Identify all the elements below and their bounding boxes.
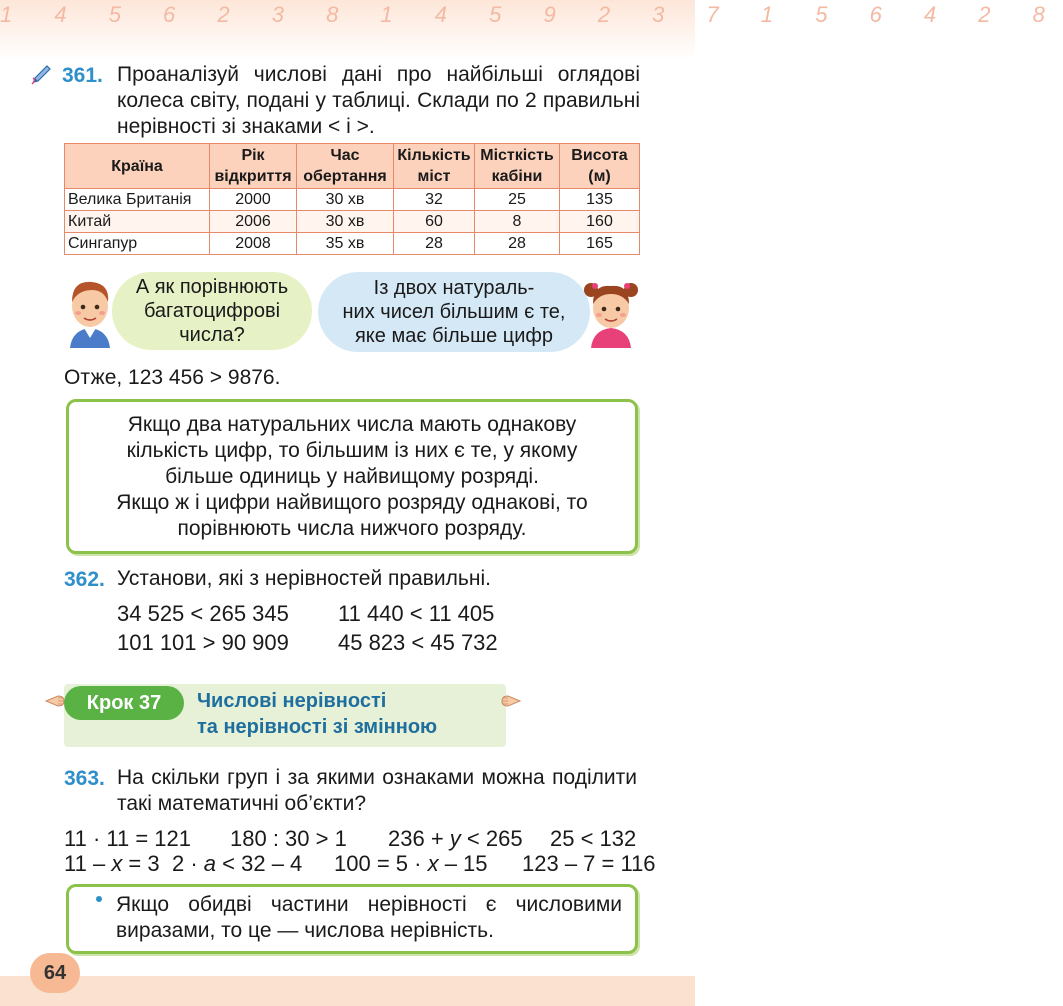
table-cell: 30 хв [297,211,394,233]
bubble-line: числа? [179,324,245,346]
inequality: 101 101 > 90 909 [117,630,289,655]
rule-box [66,399,638,554]
table-cell: Велика Британія [65,189,210,211]
math-expression: 11 · 11 = 121 [64,826,192,851]
table-cell: 8 [475,211,560,233]
bullet-icon [96,896,102,902]
task-362-number: 362. [64,568,105,591]
table-cell: 2000 [210,189,297,211]
speech-bubble-question [112,272,312,350]
top-decoration [0,0,1063,60]
step-title [197,688,437,740]
ferris-wheel-table [64,143,640,255]
task-363-number: 363. [64,767,105,790]
footer-strip [0,960,695,1006]
page-number: 64 [30,953,80,993]
footer-band [0,976,695,1006]
step-badge: Крок 37 [64,686,184,720]
hand-icon [44,690,66,712]
task-361-number: 361. [62,64,103,87]
math-expression: 236 + y < 265 [388,826,523,851]
step-title-line: Числові нерівності [197,690,387,712]
inequality: 34 525 < 265 345 [117,601,289,626]
table-cell: 35 хв [297,233,394,255]
table-cell: 165 [560,233,640,255]
step-title-line: та нерівності зі змінною [197,716,438,738]
table-cell: Китай [65,211,210,233]
table-header-cell: Кількість міст [394,144,475,189]
math-expression: 100 = 5 · x – 15 [334,851,488,876]
rule-line: Якщо ж і цифри найвищого розряду однакові, то [116,490,588,514]
hand-icon [500,690,522,712]
task-363-text: На скільки груп і за якими ознаками можна поділити такі математичні об’єкти? [117,766,637,815]
table-cell: 30 хв [297,189,394,211]
note-text: Якщо обидві частини нерівності є числовими виразами, то це — числова нерівність. [116,893,622,942]
bubble-line: Із двох натураль- [373,277,535,299]
bubble-line: багатоцифрові [143,300,281,322]
table-row [65,189,640,211]
decorative-digits: 1 4 5 6 2 3 8 1 4 5 9 2 3 7 1 5 6 4 2 8 [0,2,1063,27]
math-expression: 2 · a < 32 – 4 [172,851,303,876]
table-cell: 60 [394,211,475,233]
table-cell: Сингапур [65,233,210,255]
task-361-text: Проаналізуй числові дані про найбільші оглядові колеса світу, подані у таблиці. Склади по 2 правильні нерівності зі знаками < і >. [117,63,640,138]
table-row [65,211,640,233]
math-expression: 25 < 132 [550,826,637,851]
rule-line: кількість цифр, то більшим із них є те, у якому [126,438,578,462]
table-row [65,233,640,255]
inequality: 11 440 < 11 405 [338,601,495,626]
table-cell: 28 [475,233,560,255]
inequality: 45 823 < 45 732 [338,630,498,655]
table-cell: 2008 [210,233,297,255]
table-header-cell: Висота (м) [560,144,640,189]
table-cell: 32 [394,189,475,211]
math-expression: 180 : 30 > 1 [230,826,347,851]
math-expression: 11 – x = 3 [64,851,160,876]
table-header-row [65,144,640,189]
rule-line: порівнюють числа нижчого розряду. [177,516,527,540]
table-cell: 135 [560,189,640,211]
table-cell: 25 [475,189,560,211]
table-header-cell: Місткість кабіни [475,144,560,189]
rule-line: Якщо два натуральних числа мають однакову [127,412,577,436]
table-cell: 160 [560,211,640,233]
table-header-cell: Час обертання [297,144,394,189]
boy-illustration [64,276,116,348]
table-header-cell: Рік відкриття [210,144,297,189]
pencil-icon [30,62,54,86]
rule-line: більше одиниць у найвищому розряді. [165,464,539,488]
conclusion-text: Отже, 123 456 > 9876. [64,366,281,389]
math-expression: 123 – 7 = 116 [522,851,656,876]
bubble-line: А як порівнюють [135,276,289,298]
bubble-line: яке має більше цифр [354,325,554,347]
task-362-text: Установи, які з нерівностей правильні. [117,567,491,590]
bubble-line: них чисел більшим є те, [342,301,566,323]
table-cell: 2006 [210,211,297,233]
speech-bubble-answer [318,272,590,352]
table-cell: 28 [394,233,475,255]
table-header-cell: Країна [65,144,210,189]
girl-illustration [583,276,639,348]
